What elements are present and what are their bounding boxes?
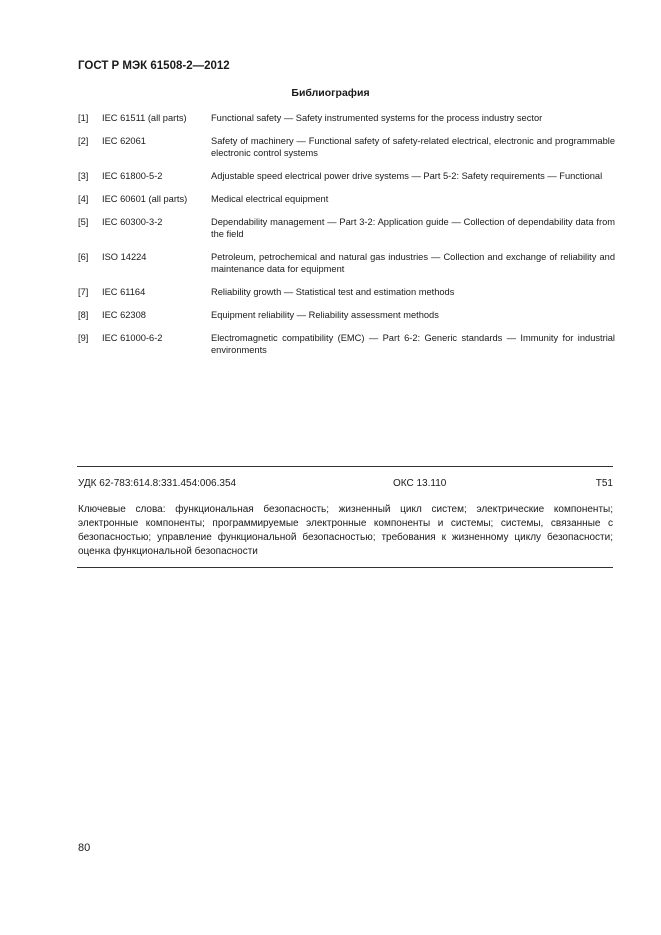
item-standard: IEC 61800-5-2 (102, 171, 163, 181)
udk-code: УДК 62-783:614.8:331.454:006.354 (78, 478, 237, 489)
item-title: Adjustable speed electrical power drive systems — Part 5-2: Safety requirements — Functional (211, 171, 603, 181)
item-number: [4] (78, 194, 89, 204)
bibliography-item (78, 135, 615, 159)
item-standard: IEC 62061 (102, 136, 146, 146)
item-number: [2] (78, 136, 89, 146)
item-title: Functional safety — Safety instrumented systems for the process industry sector (211, 113, 543, 123)
bibliography-list (78, 112, 615, 367)
page-number: 80 (78, 842, 91, 854)
item-standard: IEC 61000-6-2 (102, 333, 163, 343)
keywords-paragraph: Ключевые слова: функциональная безопасность; жизненный цикл систем; электрические компоненты; электронные компоненты; программируемые электронные компоненты и системы; системы, связанные с безопасностью; управление функциональной безопасностью; требования к жизненному циклу безопасности; оценка функциональной безопасности (78, 504, 613, 557)
bibliography-item (78, 332, 615, 356)
item-number: [5] (78, 217, 89, 227)
bibliography-title: Библиография (291, 87, 370, 99)
item-standard: IEC 61511 (all parts) (102, 113, 187, 123)
item-title: Safety of machinery — Functional safety of safety-related electrical, electronic and programmable electronic control systems (211, 136, 615, 158)
bibliography-item (78, 286, 615, 298)
item-standard: ISO 14224 (102, 252, 147, 262)
bibliography-item (78, 193, 615, 205)
item-title: Equipment reliability — Reliability assessment methods (211, 310, 439, 320)
item-title: Medical electrical equipment (211, 194, 329, 204)
item-standard: IEC 60601 (all parts) (102, 194, 188, 204)
bibliography-item (78, 216, 615, 240)
item-title: Dependability management — Part 3-2: Application guide — Collection of dependability data from the field (211, 217, 615, 239)
item-number: [9] (78, 333, 89, 343)
item-title: Electromagnetic compatibility (EMC) — Part 6-2: Generic standards — Immunity for industrial environments (211, 333, 615, 355)
item-number: [6] (78, 252, 89, 262)
item-title: Reliability growth — Statistical test and estimation methods (211, 287, 455, 297)
item-standard: IEC 61164 (102, 287, 146, 297)
item-number: [1] (78, 113, 89, 123)
bibliography-item (78, 112, 615, 124)
item-title: Petroleum, petrochemical and natural gas industries — Collection and exchange of reliability and maintenance data for equipment (211, 252, 615, 274)
item-number: [3] (78, 171, 89, 181)
oks-code: ОКС 13.110 (393, 478, 447, 489)
bibliography-item (78, 309, 615, 321)
item-number: [7] (78, 287, 89, 297)
divider-bottom (77, 567, 613, 568)
classifier-code: Т51 (595, 478, 613, 489)
bibliography-item (78, 170, 615, 182)
bibliography-item (78, 251, 615, 275)
item-standard: IEC 60300-3-2 (102, 217, 163, 227)
item-number: [8] (78, 310, 89, 320)
document-header: ГОСТ Р МЭК 61508-2—2012 (78, 60, 230, 72)
divider-top (77, 466, 613, 467)
item-standard: IEC 62308 (102, 310, 146, 320)
